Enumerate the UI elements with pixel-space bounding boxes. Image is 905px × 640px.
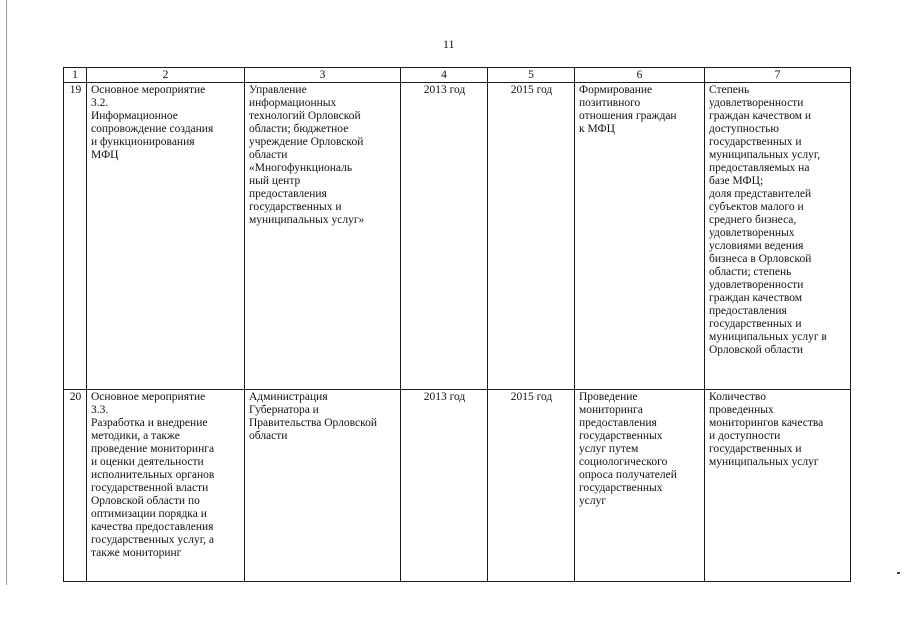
program-measures-table [63,67,851,582]
executor-cell: Администрация Губернатора и Правительства Орловской области [245,390,401,582]
executor-cell: Управление информационных технологий Орловской области; бюджетное учреждение Орловской области «Многофункциональ ный центр предоставления государственных и муниципальных услуг» [245,83,401,390]
row-number: 20 [64,390,87,582]
column-header-6: 6 [575,68,705,83]
indicator-cell: Количество проведенных мониторингов качества и доступности государственных и муниципальных услуг [705,390,851,582]
measure-cell: Основное мероприятие 3.2. Информационное сопровождение создания и функционирования МФЦ [87,83,245,390]
expected-result-cell: Проведение мониторинга предоставления государственных услуг путем социологического опроса получателей государственных услуг [575,390,705,582]
end-year-cell: 2015 год [488,83,575,390]
column-header-3: 3 [245,68,401,83]
page-number: 11 [443,37,455,51]
start-year-cell: 2013 год [401,390,488,582]
column-header-5: 5 [488,68,575,83]
end-year-cell: 2015 год [488,390,575,582]
column-header-2: 2 [87,68,245,83]
column-header-7: 7 [705,68,851,83]
start-year-cell: 2013 год [401,83,488,390]
scan-speck [897,572,900,574]
row-number: 19 [64,83,87,390]
table-row [64,390,851,582]
measure-cell: Основное мероприятие 3.3. Разработка и внедрение методики, а также проведение мониторинга и оценки деятельности исполнительных органов государственной власти Орловской области по оптимизации порядка и качества предоставления государственных услуг, а также мониторинг [87,390,245,582]
table-header-row [64,68,851,83]
column-header-1: 1 [64,68,87,83]
column-header-4: 4 [401,68,488,83]
indicator-cell: Степень удовлетворенности граждан качеством и доступностью государственных и муниципальных услуг, предоставляемых на базе МФЦ; доля представителей субъектов малого и среднего бизнеса, удовлетворенных условиями ведения бизнеса в Орловской области; степень удовлетворенности граждан качеством предоставления государственных и муниципальных услуг в Орловской области [705,83,851,390]
scan-left-edge-line [6,0,7,585]
expected-result-cell: Формирование позитивного отношения граждан к МФЦ [575,83,705,390]
table-row [64,83,851,390]
